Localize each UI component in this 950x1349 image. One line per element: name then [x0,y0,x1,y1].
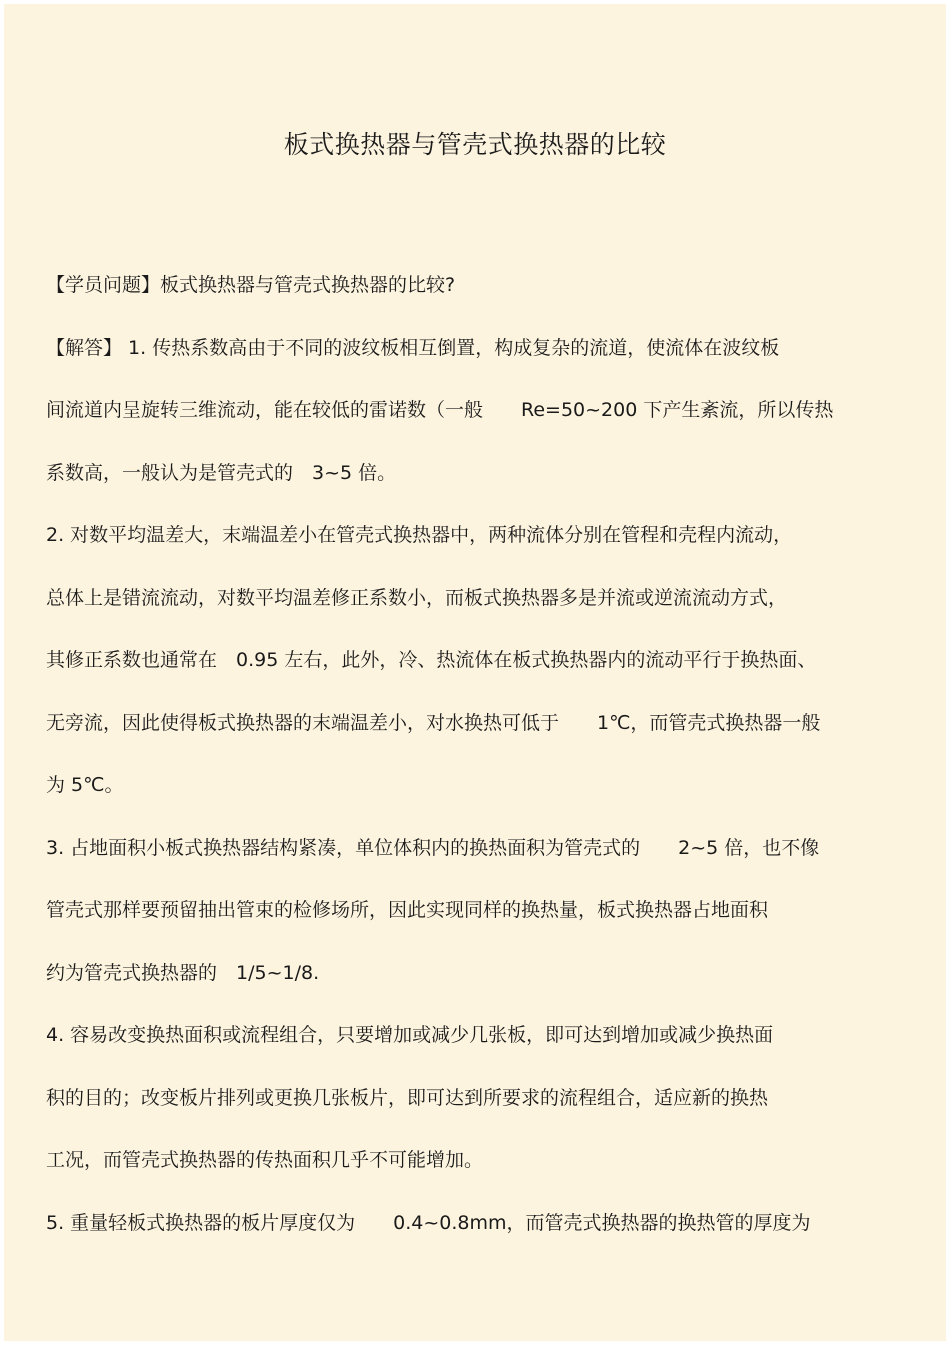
answer-line: 【解答】 1. 传热系数高由于不同的波纹板相互倒置，构成复杂的流道，使流体在波纹板 [46,337,780,359]
paragraph-line: 2. 对数平均温差大，末端温差小在管壳式换热器中，两种流体分别在管程和壳程内流动， [46,524,793,546]
document-page [4,4,946,1341]
document-title: 板式换热器与管壳式换热器的比较 [283,130,667,159]
paragraph-line: 3. 占地面积小板式换热器结构紧凑，单位体积内的换热面积为管壳式的 2~5 倍，也不像 [46,837,820,859]
paragraph-line: 总体上是错流流动，对数平均温差修正系数小，而板式换热器多是并流或逆流流动方式， [46,587,788,609]
paragraph-line: 管壳式那样要预留抽出管束的检修场所，因此实现同样的换热量，板式换热器占地面积 [46,899,769,921]
paragraph-line: 约为管壳式换热器的 1/5~1/8. [46,962,320,984]
paragraph-line: 为 5℃。 [46,774,124,796]
paragraph-line: 系数高，一般认为是管壳式的 3~5 倍。 [46,462,397,484]
paragraph-line: 其修正系数也通常在 0.95 左右，此外，冷、热流体在板式换热器内的流动平行于换热面、 [46,649,817,671]
paragraph-line: 间流道内呈旋转三维流动，能在较低的雷诺数（一般 Re=50~200 下产生紊流，所以传热 [46,399,834,421]
paragraph-line: 5. 重量轻板式换热器的板片厚度仅为 0.4~0.8mm，而管壳式换热器的换热管的厚度为 [46,1212,811,1234]
paragraph-line: 工况，而管壳式换热器的传热面积几乎不可能增加。 [46,1149,484,1171]
question-line: 【学员问题】板式换热器与管壳式换热器的比较? [46,274,456,296]
paragraph-line: 4. 容易改变换热面积或流程组合，只要增加或减少几张板，即可达到增加或减少换热面 [46,1024,774,1046]
paragraph-line: 无旁流，因此使得板式换热器的末端温差小，对水换热可低于 1℃，而管壳式换热器一般 [46,712,821,734]
paragraph-line: 积的目的；改变板片排列或更换几张板片，即可达到所要求的流程组合，适应新的换热 [46,1087,769,1109]
